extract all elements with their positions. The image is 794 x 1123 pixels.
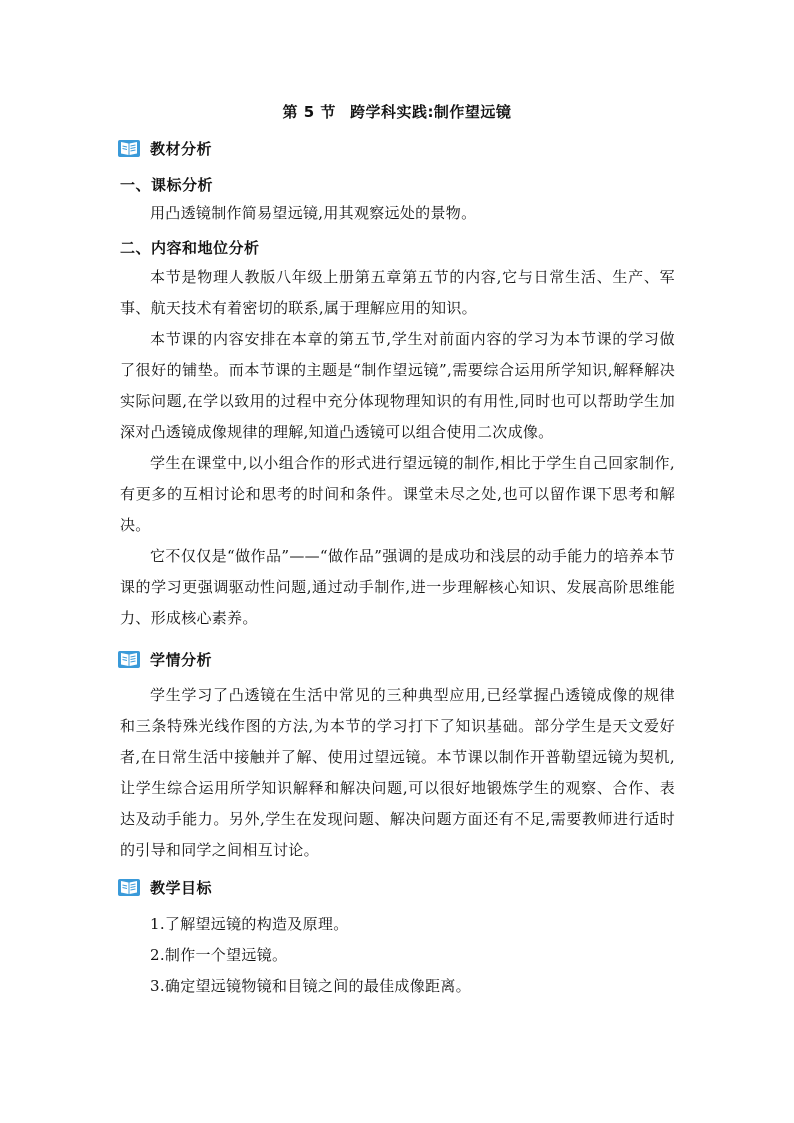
title-text: 跨学科实践:制作望远镜 <box>349 103 512 121</box>
goal-item: 2.制作一个望远镜。 <box>150 946 288 964</box>
paragraph-content-4: 它不仅仅是“做作品”——“做作品”强调的是成功和浅层的动手能力的培养本节课的学习更强调驱动性问题,通过动手制作,进一步理解核心知识、发展高阶思维能力、形成核心素养。 <box>120 547 675 627</box>
section-header-goals <box>118 875 212 899</box>
paragraph-curriculum: 用凸透镜制作简易望远镜,用其观察远处的景物。 <box>150 204 477 222</box>
paragraph-students: 学生学习了凸透镜在生活中常见的三种典型应用,已经掌握凸透镜成像的规律和三条特殊光线作图的方法,为本节的学习打下了知识基础。部分学生是天文爱好者,在日常生活中接触并了解、使用过望远镜。本节课以制作开普勒望远镜为契机,让学生综合运用所学知识解释和解决问题,可以很好地锻炼学生的观察、合作、表达及动手能力。另外,学生在发现问题、解决问题方面还有不足,需要教师进行适时的引导和同学之间相互讨论。 <box>120 686 675 859</box>
paragraph-content-1: 本节是物理人教版八年级上册第五章第五节的内容,它与日常生活、生产、军事、航天技术有着密切的联系,属于理解应用的知识。 <box>120 268 675 317</box>
open-book-icon <box>118 877 140 897</box>
open-book-icon <box>118 649 140 669</box>
paragraph-content-3: 学生在课堂中,以小组合作的形式进行望远镜的制作,相比于学生自己回家制作,有更多的互相讨论和思考的时间和条件。课堂未尽之处,也可以留作课下思考和解决。 <box>120 454 675 534</box>
page-title <box>0 101 794 122</box>
section-header-students <box>118 647 212 671</box>
goal-item: 1.了解望远镜的构造及原理。 <box>150 915 349 933</box>
subheading-content: 二、内容和地位分析 <box>120 239 260 257</box>
section-label-goals: 教学目标 <box>150 878 213 897</box>
section-label-textbook: 教材分析 <box>150 139 213 158</box>
subheading-curriculum: 一、课标分析 <box>120 176 214 194</box>
goal-item: 3.确定望远镜物镜和目镜之间的最佳成像距离。 <box>150 977 471 995</box>
paragraph-content-2: 本节课的内容安排在本章的第五节,学生对前面内容的学习为本节课的学习做了很好的铺垫。而本节课的主题是“制作望远镜”,需要综合运用所学知识,解释解决实际问题,在学以致用的过程中充分体现物理知识的有用性,同时也可以帮助学生加深对凸透镜成像规律的理解,知道凸透镜可以组合使用二次成像。 <box>120 330 675 441</box>
section-label-students: 学情分析 <box>150 650 213 669</box>
open-book-icon <box>118 138 140 158</box>
section-header-textbook <box>118 136 212 160</box>
section-number: 第 5 节 <box>282 103 336 121</box>
